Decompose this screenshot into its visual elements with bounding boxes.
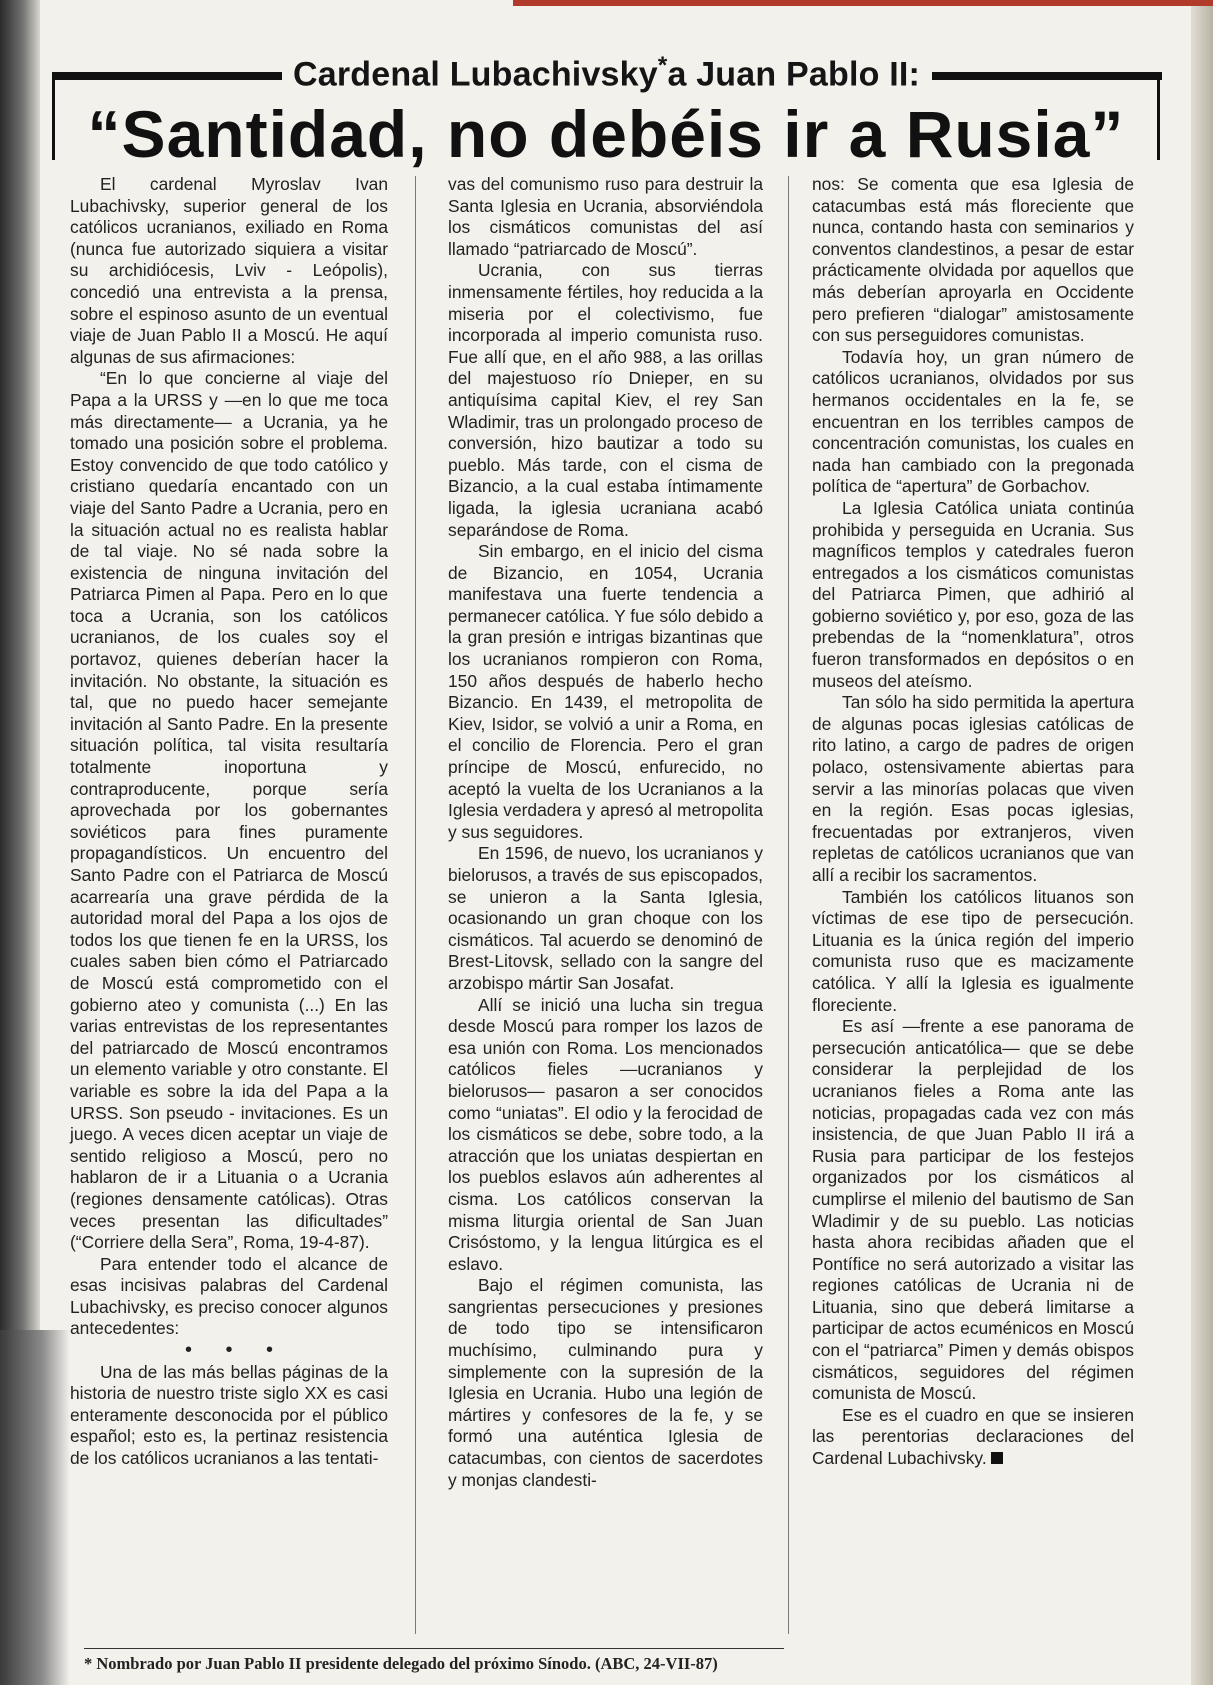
article-column-2	[448, 174, 763, 1491]
kicker-right: a Juan Pablo II:	[667, 55, 921, 94]
paragraph: En 1596, de nuevo, los ucranianos y bielorusos, a través de sus episcopados, se unieron a la Santa Iglesia, ocasionando un gran choque con los cismáticos. Tal acuerdo se denominó de Brest-Litovsk, sellado con la sangre del arzobispo mártir San Josafat.	[448, 843, 763, 993]
footnote: * Nombrado por Juan Pablo II presidente delegado del próximo Sínodo. (ABC, 24-VII-87)	[84, 1654, 718, 1673]
paragraph: Una de las más bellas páginas de la historia de nuestro triste siglo XX es casi enteramente desconocida por el público español; esto es, la pertinaz resistencia de los católicos ucranianos a las tentati-	[70, 1361, 388, 1469]
paragraph: Allí se inició una lucha sin tregua desde Moscú para romper los lazos de esa unión con Roma. Los mencionados católicos fieles —ucranianos y bielorusos— pasaron a ser conocidos como “uniatas”. El odio y la ferocidad de los cismáticos se debe, sobre todo, a la atracción que los uniatas despiertan en los pueblos eslavos aún adherentes al cisma. Los católicos conservan la misma liturgia oriental de San Juan Crisóstomo, y la lengua litúrgica es el eslavo.	[448, 994, 763, 1274]
paragraph: Sin embargo, en el inicio del cisma de Bizancio, en 1054, Ucrania manifestava una fuerte tendencia a permanecer católica. Y fue sólo debido a la gran presión e intrigas bizantinas que los ucranianos rompieron con Roma, 150 años después de haberlo hecho Bizancio. En 1439, el metropolita de Kiev, Isidor, se volvió a unir a Roma, en el concilio de Florencia. Pero el gran príncipe de Moscú, enfurecido, no aceptó la vuelta de los Ucranianos a la Iglesia verdadera y apresó al metropolita y sus seguidores.	[448, 541, 763, 842]
paragraph: Ucrania, con sus tierras inmensamente fértiles, hoy reducida a la miseria por el colectivismo, fue incorporada al imperio comunista ruso. Fue allí que, en el año 988, a las orillas del majestuoso río Dnieper, en su antiquísima capital Kiev, el rey San Wladimir, tras un prolongado proceso de conversión, hizo bautizar a todo su pueblo. Más tarde, con el cisma de Bizancio, a la cual estaba íntimamente ligada, la iglesia ucraniana acabó separándose de Roma.	[448, 260, 763, 540]
paragraph: vas del comunismo ruso para destruir la Santa Iglesia en Ucrania, absorviéndola los cismáticos comunistas del así llamado “patriarcado de Moscú”.	[448, 174, 763, 259]
kicker-rule-right	[932, 72, 1162, 80]
paragraph-final	[812, 1405, 1134, 1470]
kicker-rule-left	[52, 72, 282, 80]
closing-text: Ese es el cuadro en que se insieren las perentorias declaraciones del Cardenal Lubachivsky.	[812, 1404, 1134, 1469]
page-right-edge	[1191, 0, 1213, 1685]
column-divider	[788, 176, 789, 1634]
kicker-left: Cardenal Lubachivsky	[292, 55, 658, 94]
paragraph: Todavía hoy, un gran número de católicos ucranianos, olvidados por sus hermanos occidentales en la fe, se encuentran en los terribles campos de concentración comunistas, los cuales en nada han cambiado con la pregonada política de “apertura” de Gorbachov.	[812, 346, 1134, 497]
kicker-asterisk: *	[657, 52, 668, 79]
footnote-rule	[84, 1648, 784, 1649]
article-column-3	[812, 174, 1134, 1470]
column-divider	[415, 176, 416, 1634]
paragraph: Para entender todo el alcance de esas incisivas palabras del Cardenal Lubachivsky, es preciso conocer algunos antecedentes:	[70, 1253, 388, 1339]
paragraph: Es así —frente a ese panorama de persecución anticatólica— que se debe considerar la perplejidad de los ucranianos fieles a Roma ante las noticias, propagadas cada vez con más insistencia, de que Juan Pablo II irá a Rusia para participar de los festejos organizados por los cismáticos al cumplirse el milenio del bautismo de San Wladimir y de su pueblo. Las noticias hasta ahora recibidas añaden que el Pontífice no será autorizado a visitar las regiones católicas de Ucrania ni de Lituania, sino que deberá limitarse a participar de actos ecuménicos en Moscú con el “patriarca” Pimen y demás obispos cismáticos, seguidores del régimen comunista de Moscú.	[812, 1016, 1134, 1404]
paragraph: Bajo el régimen comunista, las sangrientas persecuciones y presiones de todo tipo se intensificaron muchísimo, culminando pura y simplemente con la supresión de la Iglesia en Ucrania. Hubo una legión de mártires y confesores de la fe, y se formó una auténtica Iglesia de catacumbas, con cientos de sacerdotes y monjas clandesti-	[448, 1275, 763, 1490]
section-separator: • • •	[184, 1339, 288, 1362]
kicker-row	[52, 52, 1160, 100]
paragraph: “En lo que concierne al viaje del Papa a la URSS y —en lo que me toca más directamente— a Ucrania, ya he tomado una posición sobre el problema. Estoy convencido de que todo católico y cristiano quedaría encantado con un viaje del Santo Padre a Ucrania, pero en la situación actual no es realista hablar de tal viaje. No sé nada sobre la existencia de ninguna invitación del Patriarca Pimen al Papa. Pero en lo que toca a Ucrania, son los católicos ucranianos, de los cuales soy el portavoz, quienes deberían hacer la invitación. No obstante, la situación es tal, que no puedo hacer semejante invitación al Santo Padre. En la presente situación política, tal visita resultaría totalmente inoportuna y contraproducente, porque sería aprovechada por los gobernantes soviéticos para fines puramente propagandísticos. Un encuentro del Santo Padre con el Patriarca de Moscú acarrearía una grave pérdida de la autoridad moral del Papa a los ojos de todos los que tienen fe en la URSS, los cuales saben bien cómo el Patriarcado de Moscú está comprometido con el gobierno ateo y comunista (...) En las varias entrevistas de los representantes del patriarcado de Moscú encontramos un elemento variable y otro constante. El variable es sobre la ida del Papa a la URSS. Son pseudo - invitaciones. Es un juego. A veces dicen aceptar un viaje de sentido religioso a Moscú, pero no hablaron de ir a Lituania o a Ucrania (regiones densamente católicas). Otras veces presentan las dificultades” (“Corriere della Sera”, Roma, 19-4-87).	[70, 368, 388, 1253]
top-color-strip	[513, 0, 1213, 6]
paragraph: El cardenal Myroslav Ivan Lubachivsky, superior general de los católicos ucranianos, exiliado en Roma (nunca fue autorizado siquiera a visitar su archidiócesis, Lviv - Leópolis), concedió una entrevista a la prensa, sobre el espinoso asunto de un eventual viaje de Juan Pablo II a Moscú. He aquí algunas de sus afirmaciones:	[70, 174, 388, 367]
end-mark-icon	[991, 1452, 1003, 1464]
page-gutter-shadow-lower	[0, 1330, 70, 1685]
paragraph: nos: Se comenta que esa Iglesia de catacumbas está más floreciente que nunca, contando hasta con seminarios y conventos clandestinos, a pesar de estar prácticamente olvidada por aquellos que más deberían aproyarla en Occidente pero prefieren “dialogar” amistosamente con sus perseguidores comunistas.	[812, 174, 1134, 346]
paragraph: Tan sólo ha sido permitida la apertura de algunas pocas iglesias católicas de rito latino, a cargo de padres de origen polaco, ostensivamente abiertas para servir a las minorías polacas que viven en la región. Esas pocas iglesias, frecuentadas por extranjeros, viven repletas de católicos ucranianos que van allí a recibir los sacramentos.	[812, 692, 1134, 885]
article-column-1	[70, 174, 388, 1470]
paragraph: La Iglesia Católica uniata continúa prohibida y perseguida en Ucrania. Sus magníficos templos y catedrales fueron entregados a los cismáticos comunistas del Patriarca Pimen, que adhirió al gobierno soviético y, por eso, goza de las prebendas de la “nomenklatura”, otros fueron transformados en depósitos o en museos del ateísmo.	[812, 497, 1134, 691]
kicker	[284, 52, 929, 94]
paragraph: También los católicos lituanos son víctimas de ese tipo de persecución. Lituania es la única región del imperio comunista ruso que es macizamente católica. Y allí la Iglesia es igualmente floreciente.	[812, 886, 1134, 1015]
headline: “Santidad, no debéis ir a Rusia”	[87, 97, 1125, 171]
